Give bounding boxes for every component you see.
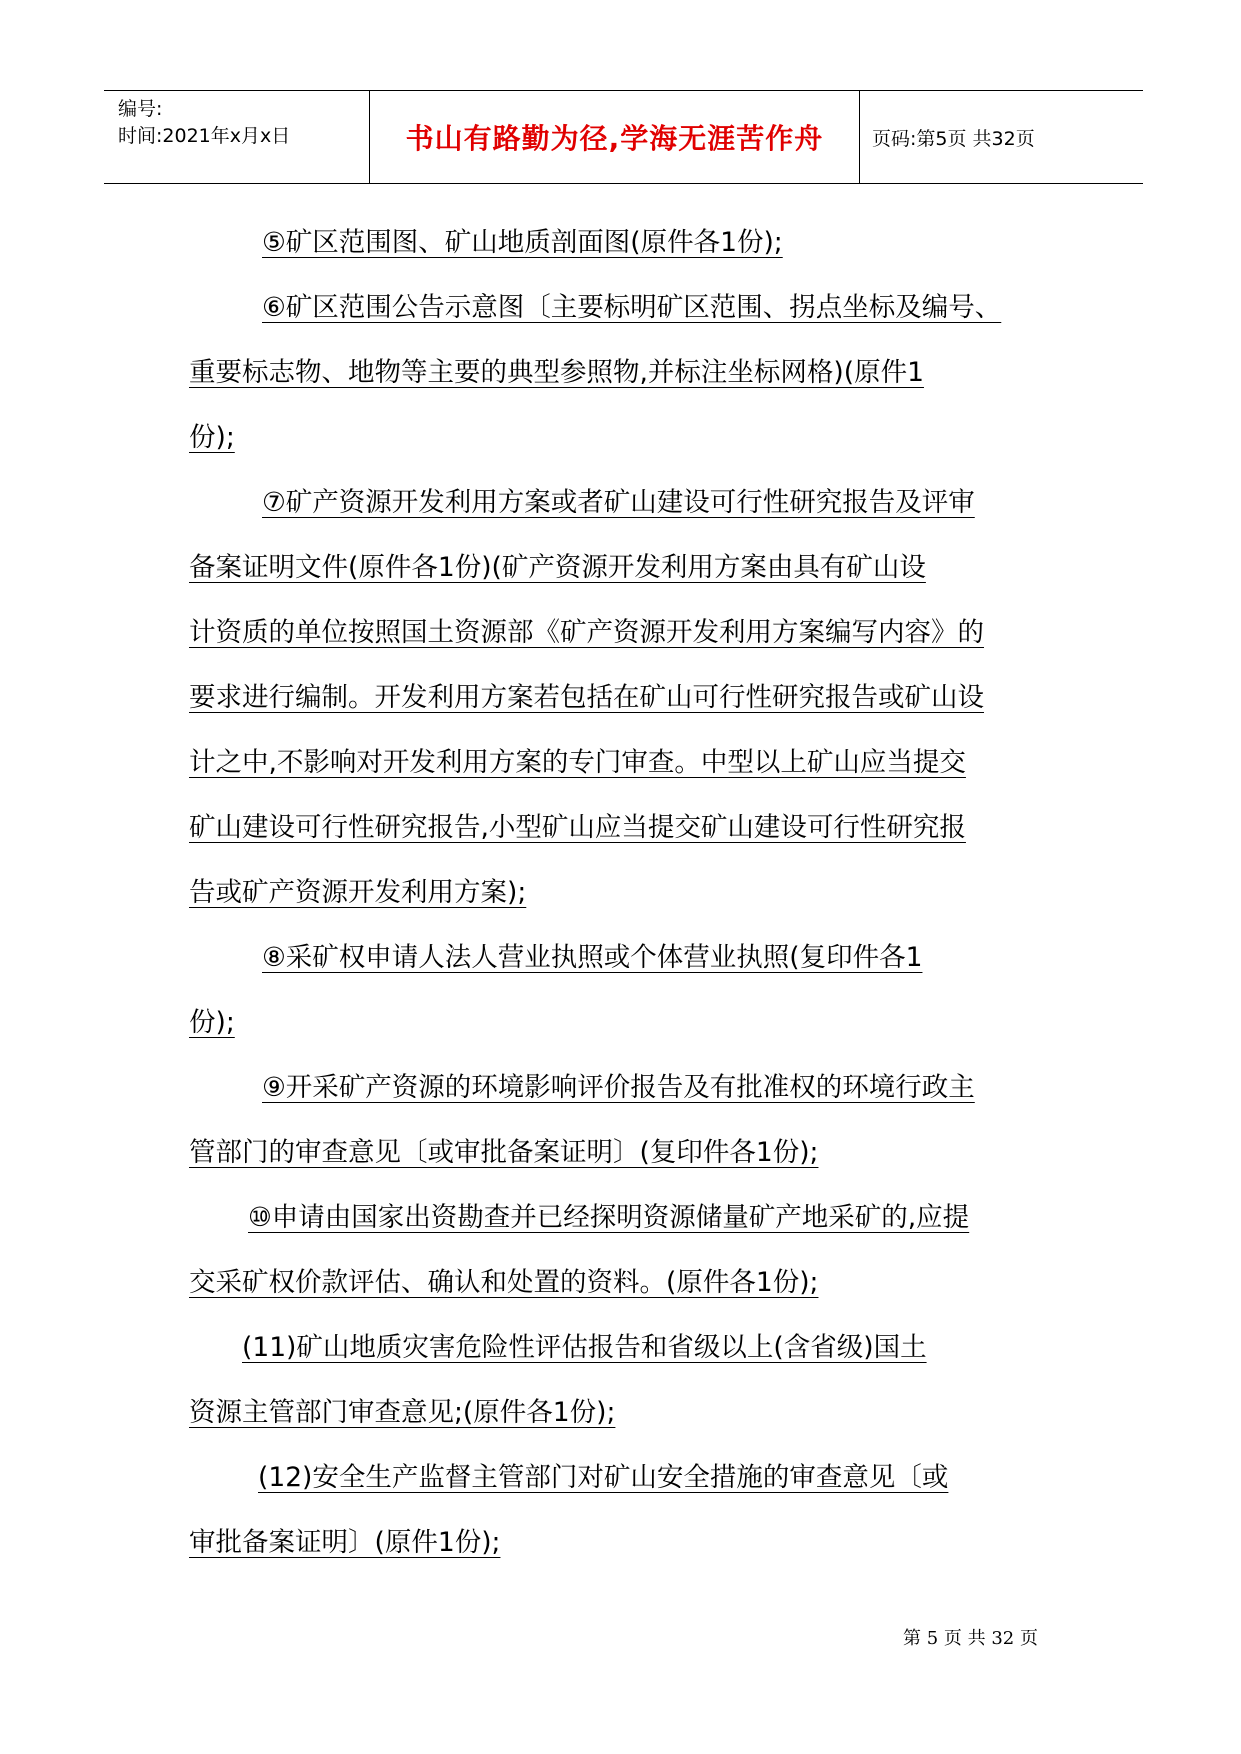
body-line: 重要标志物、地物等主要的典型参照物,并标注坐标网格)(原件1 bbox=[189, 357, 924, 388]
body-line: (11)矿山地质灾害危险性评估报告和省级以上(含省级)国土 bbox=[242, 1332, 927, 1363]
body-line: 备案证明文件(原件各1份)(矿产资源开发利用方案由具有矿山设 bbox=[189, 552, 926, 583]
body-line: ⑤矿区范围图、矿山地质剖面图(原件各1份); bbox=[262, 227, 783, 258]
document-number-label: 编号: bbox=[118, 98, 163, 120]
body-line: ⑦矿产资源开发利用方案或者矿山建设可行性研究报告及评审 bbox=[262, 487, 975, 518]
body-line: 计资质的单位按照国土资源部《矿产资源开发利用方案编写内容》的 bbox=[189, 617, 984, 648]
body-line: 告或矿产资源开发利用方案); bbox=[189, 877, 527, 908]
body-line: 资源主管部门审查意见;(原件各1份); bbox=[189, 1397, 616, 1428]
body-line: ⑩申请由国家出资勘查并已经探明资源储量矿产地采矿的,应提 bbox=[248, 1202, 970, 1233]
body-line: (12)安全生产监督主管部门对矿山安全措施的审查意见〔或 bbox=[258, 1462, 949, 1493]
body-line: ⑧采矿权申请人法人营业执照或个体营业执照(复印件各1 bbox=[262, 942, 923, 973]
header-motto: 书山有路勤为径,学海无涯苦作舟 bbox=[405, 122, 824, 155]
header-middle-cell bbox=[370, 91, 860, 183]
body-line: ⑥矿区范围公告示意图〔主要标明矿区范围、拐点坐标及编号、 bbox=[262, 292, 1002, 323]
header-page-info: 页码:第5页 共32页 bbox=[872, 127, 1035, 150]
page-header bbox=[104, 90, 1143, 184]
body-line: 交采矿权价款评估、确认和处置的资料。(原件各1份); bbox=[189, 1267, 819, 1298]
body-line: 矿山建设可行性研究报告,小型矿山应当提交矿山建设可行性研究报 bbox=[189, 812, 966, 843]
body-line: 计之中,不影响对开发利用方案的专门审查。中型以上矿山应当提交 bbox=[189, 747, 966, 778]
page-footer: 第 5 页 共 32 页 bbox=[903, 1628, 1038, 1649]
document-time-label: 时间:2021年x月x日 bbox=[118, 125, 291, 147]
body-line: 要求进行编制。开发利用方案若包括在矿山可行性研究报告或矿山设 bbox=[189, 682, 984, 713]
body-line: 管部门的审查意见〔或审批备案证明〕(复印件各1份); bbox=[189, 1137, 819, 1168]
body-line: 份); bbox=[189, 422, 235, 453]
body-line: ⑨开采矿产资源的环境影响评价报告及有批准权的环境行政主 bbox=[262, 1072, 975, 1103]
header-left-cell bbox=[104, 91, 370, 183]
body-line: 审批备案证明〕(原件1份); bbox=[189, 1527, 501, 1558]
body-line: 份); bbox=[189, 1007, 235, 1038]
header-right-cell bbox=[860, 91, 1143, 183]
